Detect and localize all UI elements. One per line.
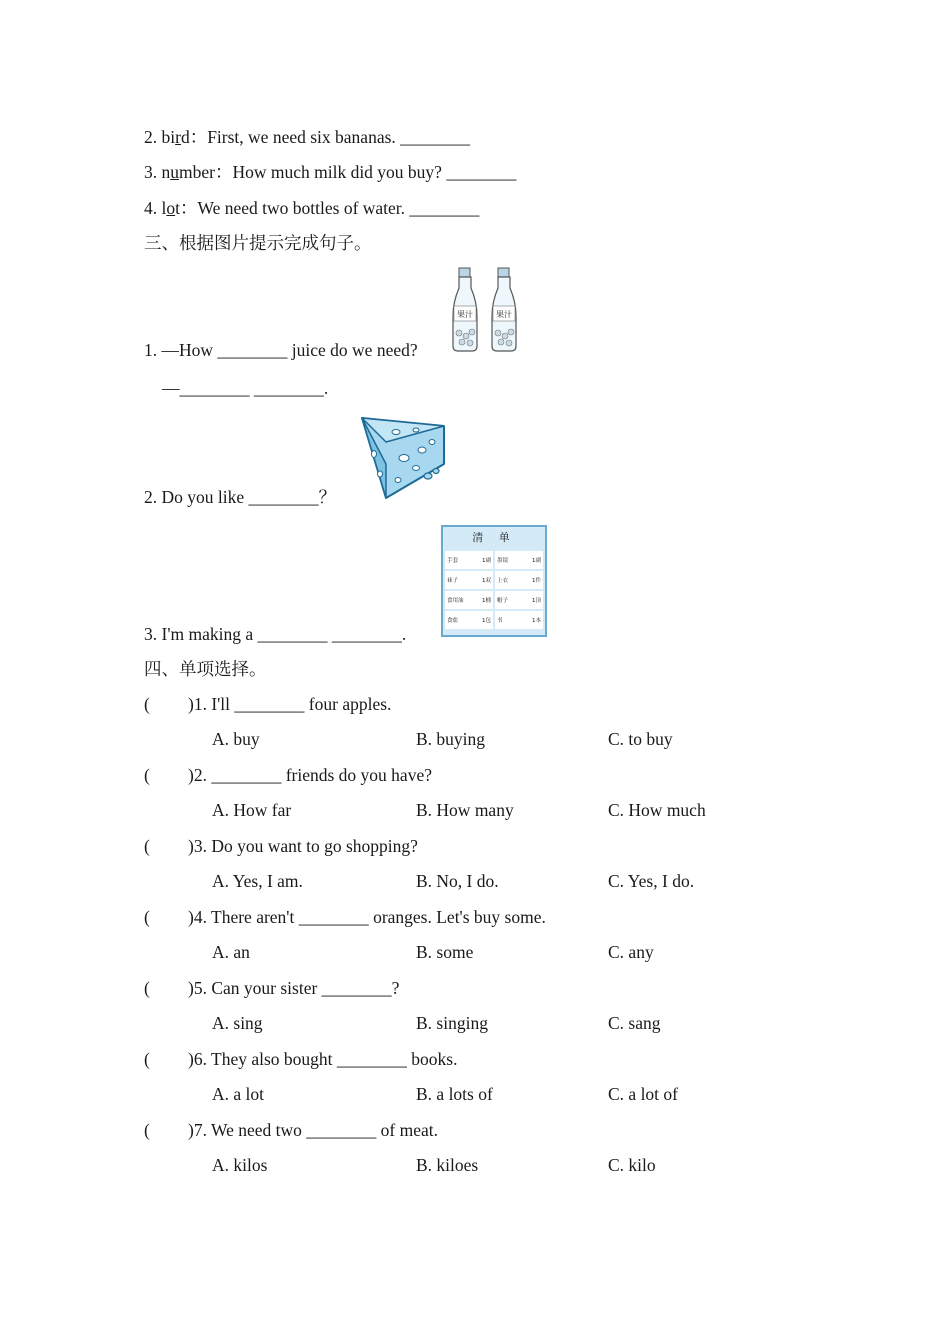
q2-cheese-question: 2. Do you like ________？ (144, 487, 337, 507)
juice-bottles-image (450, 266, 522, 354)
option-a[interactable]: A. a lot (212, 1084, 265, 1104)
option-c[interactable]: C. sang (608, 1013, 661, 1033)
answer-paren: ( (144, 978, 150, 998)
q1-juice-answer: —________ ________. (162, 378, 329, 398)
list-item: 上衣 1件 (495, 571, 543, 589)
answer-paren: ( (144, 1049, 150, 1069)
mc-question-stem: )6. They also bought ________ books. (188, 1049, 458, 1069)
option-c[interactable]: C. a lot of (608, 1084, 678, 1104)
mc-question-stem: )4. There aren't ________ oranges. Let's buy some. (188, 907, 546, 927)
shopping-list-image (441, 525, 547, 637)
mc-question-stem: )3. Do you want to go shopping? (188, 836, 418, 856)
answer-paren: ( (144, 694, 150, 714)
svg-text:果汁: 果汁 (457, 310, 473, 319)
section3-title: 三、根据图片提示完成句子。 (144, 233, 372, 253)
option-c[interactable]: C. kilo (608, 1155, 656, 1175)
option-b[interactable]: B. kiloes (416, 1155, 479, 1175)
list-item: 食盐 1包 (445, 611, 493, 629)
option-c[interactable]: C. any (608, 942, 654, 962)
option-b[interactable]: B. a lots of (416, 1084, 493, 1104)
option-a[interactable]: A. kilos (212, 1155, 268, 1175)
option-b[interactable]: B. singing (416, 1013, 488, 1033)
mc-question-stem: )1. I'll ________ four apples. (188, 694, 392, 714)
list-item: 手套 1副 (445, 551, 493, 569)
option-b[interactable]: B. some (416, 942, 474, 962)
list-item: 书 1本 (495, 611, 543, 629)
answer-paren: ( (144, 836, 150, 856)
answer-paren: ( (144, 907, 150, 927)
list-item: 墨镜 1副 (495, 551, 543, 569)
answer-paren: ( (144, 1120, 150, 1140)
option-c[interactable]: C. to buy (608, 729, 673, 749)
option-a[interactable]: A. sing (212, 1013, 263, 1033)
q1-juice-question: 1. —How ________ juice do we need? (144, 340, 418, 360)
option-b[interactable]: B. No, I do. (416, 871, 499, 891)
cheese-image (356, 414, 450, 502)
option-a[interactable]: A. an (212, 942, 250, 962)
shopping-list-title: 清 单 (472, 531, 516, 544)
list-item: 食用油 1桶 (445, 591, 493, 609)
option-c[interactable]: C. How much (608, 800, 706, 820)
shopping-list-grid (445, 551, 543, 629)
option-a[interactable]: A. How far (212, 800, 292, 820)
list-item: 帽子 1顶 (495, 591, 543, 609)
q3-pronunciation: 3. number：How much milk did you buy? ________ (144, 162, 517, 182)
juice-bottle-left (453, 268, 477, 351)
juice-bottle-right (492, 268, 516, 351)
option-b[interactable]: B. buying (416, 729, 486, 749)
q3-list-question: 3. I'm making a ________ ________. (144, 624, 407, 644)
svg-text:果汁: 果汁 (496, 310, 512, 319)
mc-question-stem: )2. ________ friends do you have? (188, 765, 432, 785)
option-b[interactable]: B. How many (416, 800, 514, 820)
list-item: 袜子 1双 (445, 571, 493, 589)
option-c[interactable]: C. Yes, I do. (608, 871, 695, 891)
mc-question-stem: )7. We need two ________ of meat. (188, 1120, 439, 1140)
section4-title: 四、单项选择。 (144, 659, 267, 679)
option-a[interactable]: A. buy (212, 729, 260, 749)
mc-question-stem: )5. Can your sister ________? (188, 978, 400, 998)
option-a[interactable]: A. Yes, I am. (212, 871, 303, 891)
q4-pronunciation: 4. lot：We need two bottles of water. ________ (144, 198, 480, 218)
answer-paren: ( (144, 765, 150, 785)
q2-pronunciation: 2. bird：First, we need six bananas. ________ (144, 127, 471, 147)
